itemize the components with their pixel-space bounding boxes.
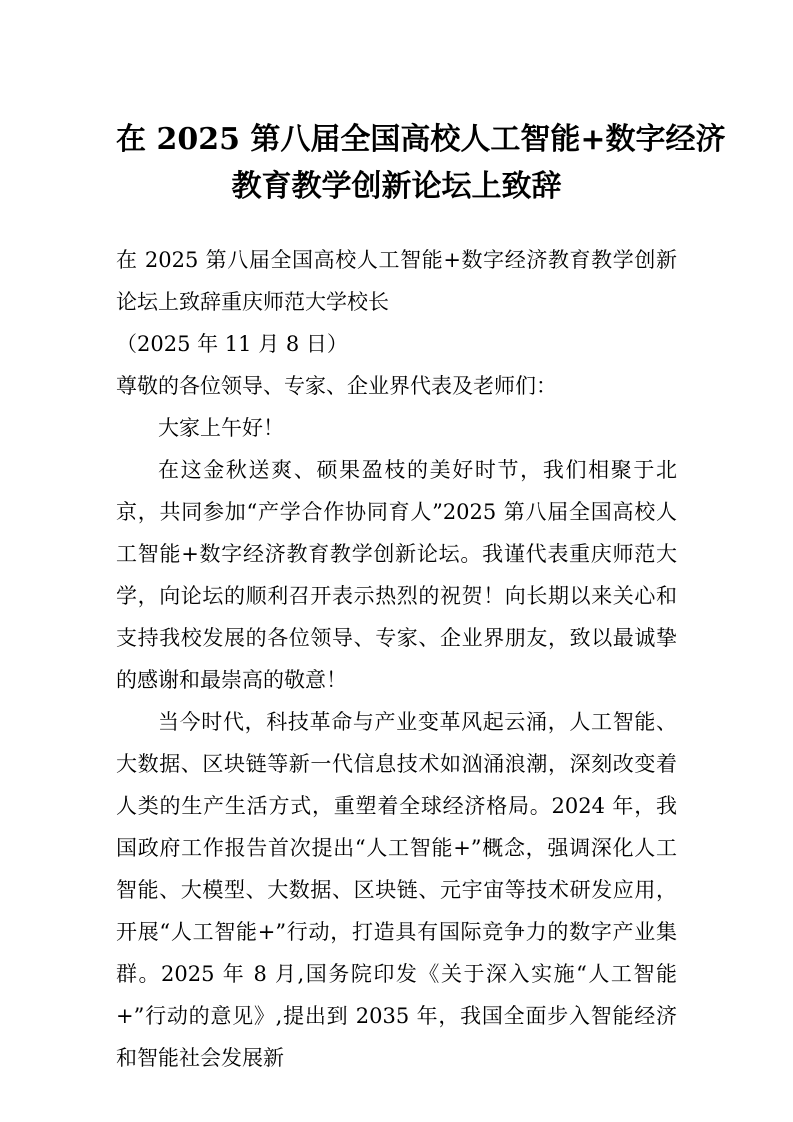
title-line-1: 在 2025 第八届全国高校人工智能+数字经济 (116, 122, 726, 157)
paragraph-greeting: 大家上午好！ (158, 416, 284, 440)
paragraph-heading-repeat: 在 2025 第八届全国高校人工智能+数字经济教育教学创新论坛上致辞重庆师范大学校长 (116, 248, 677, 314)
document-content (0, 116, 793, 1079)
document-body (116, 239, 677, 1079)
paragraph-date: （2025 年 11 月 8 日） (116, 332, 348, 356)
paragraph-salutation: 尊敬的各位领导、专家、企业界代表及老师们： (116, 374, 557, 398)
paragraph-era-context: 当今时代，科技革命与产业变革风起云涌，人工智能、大数据、区块链等新一代信息技术如汹涌浪潮，深刻改变着人类的生产生活方式，重塑着全球经济格局。2024 年，我国政府工作报告首次提出“人工智能+”概念，强调深化人工智能、大模型、大数据、区块链、元宇宙等技术研发应用，开展“人工智能+”行动，打造具有国际竞争力的数字产业集群。2025 年 8 月,国务院印发《关于深入实施“人工智能+”行动的意见》,提出到 2035 年，我国全面步入智能经济和智能社会发展新 (116, 710, 677, 1070)
document-title (116, 116, 726, 210)
paragraph-welcome: 在这金秋送爽、硕果盈枝的美好时节，我们相聚于北京，共同参加“产学合作协同育人”2025 第八届全国高校人工智能+数字经济教育教学创新论坛。我谨代表重庆师范大学，向论坛的顺利召开表示热烈的祝贺！向长期以来关心和支持我校发展的各位领导、专家、企业界朋友，致以最诚挚的感谢和最崇高的敬意！ (116, 458, 677, 692)
title-line-2: 教育教学创新论坛上致辞 (231, 169, 562, 204)
